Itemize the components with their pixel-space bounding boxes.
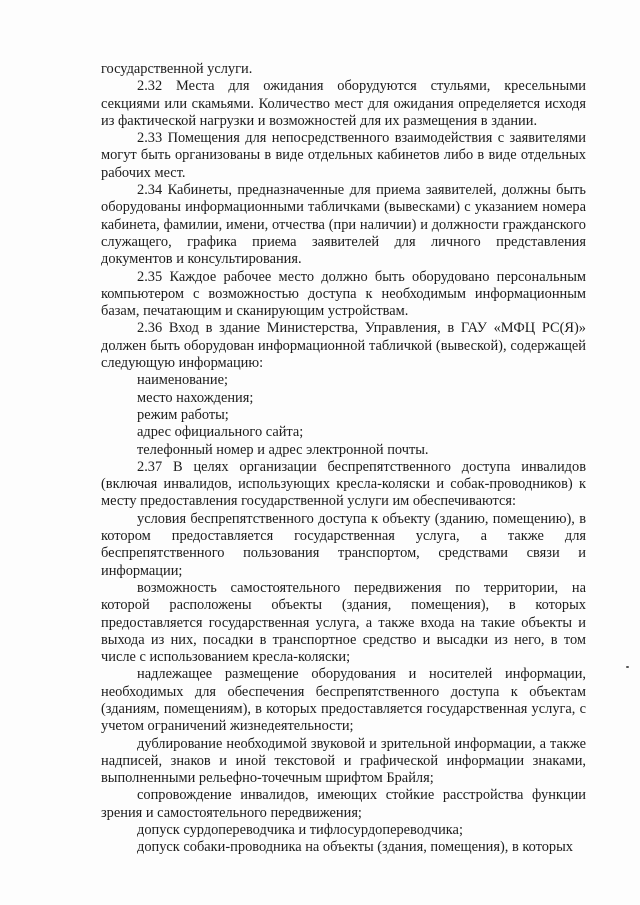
paragraph-2-36: 2.36 Вход в здание Министерства, Управления, в ГАУ «МФЦ РС(Я)» должен быть оборудован информационной табличкой (вывеской), содержащей следующую информацию: — [101, 320, 586, 372]
list-item-name: наименование; — [137, 372, 228, 389]
scan-speck — [626, 666, 629, 668]
list-item-braille: дублирование необходимой звуковой и зрительной информации, а также надписей, знаков и иной текстовой и графической информации знаками, выполненными рельефно-точечным шрифтом Брайля; — [101, 735, 586, 787]
list-item-location: место нахождения; — [137, 389, 254, 406]
list-item-guide-dog: допуск собаки-проводника на объекты (здания, помещения), в которых — [137, 839, 573, 856]
document-body — [101, 61, 586, 857]
list-item-interpreter: допуск сурдопереводчика и тифлосурдопереводчика; — [137, 822, 463, 839]
paragraph-2-37: 2.37 В целях организации беспрепятственного доступа инвалидов (включая инвалидов, использующих кресла-коляски и собак-проводников) к месту предоставления государственной услуги им обеспечиваются: — [101, 458, 586, 510]
paragraph-2-32: 2.32 Места для ожидания оборудуются стульями, кресельными секциями или скамьями. Количество мест для ожидания определяется исходя из фактической нагрузки и возможностей для их размещения в здании. — [101, 78, 586, 129]
list-item-escort: сопровождение инвалидов, имеющих стойкие расстройства функции зрения и самостоятельного передвижения; — [101, 787, 586, 821]
list-item-access-conditions: условия беспрепятственного доступа к объекту (зданию, помещению), в котором предоставляется государственная услуга, а также для беспрепятственного пользования транспортом, средствами связи и информации; — [101, 510, 586, 579]
paragraph-2-33: 2.33 Помещения для непосредственного взаимодействия с заявителями могут быть организованы в виде отдельных кабинетов либо в виде отдельных рабочих мест. — [101, 130, 586, 181]
list-item-website: адрес официального сайта; — [137, 424, 304, 441]
list-item-schedule: режим работы; — [137, 406, 229, 423]
list-item-equipment: надлежащее размещение оборудования и носителей информации, необходимых для обеспечения беспрепятственного доступа к объектам (зданиям, помещениям), в которых предоставляется государственная услуга, с учетом ограничений жизнедеятельности; — [101, 666, 586, 735]
list-item-movement: возможность самостоятельного передвижения по территории, на которой расположены объекты (здания, помещения), в которых предоставляется государственная услуга, а также входа на такие объекты и выхода из них, посадки в транспортное средство и высадки из него, в том числе с использованием кресла-коляски; — [101, 579, 586, 666]
list-item-contacts: телефонный номер и адрес электронной почты. — [137, 441, 429, 458]
paragraph-2-34: 2.34 Кабинеты, предназначенные для приема заявителей, должны быть оборудованы информационными табличками (вывесками) с указанием номера кабинета, фамилии, имени, отчества (при наличии) и должности гражданского служащего, графика приема заявителей для личного представления документов и консультирования. — [101, 182, 586, 268]
paragraph-2-35: 2.35 Каждое рабочее место должно быть оборудовано персональным компьютером с возможностью доступа к необходимым информационным базам, печатающим и сканирующим устройствам. — [101, 268, 586, 320]
paragraph-continuation: государственной услуги. — [101, 61, 253, 77]
